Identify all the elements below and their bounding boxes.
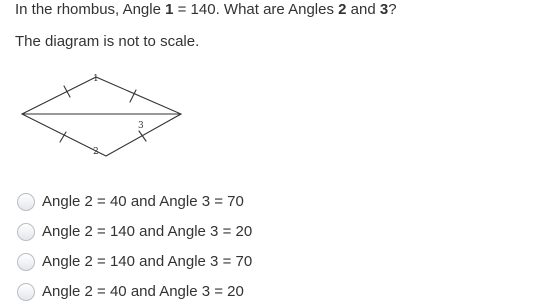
question-angle-2: 2 bbox=[338, 1, 347, 18]
answer-choice[interactable] bbox=[17, 247, 252, 277]
tick-mark-top-left bbox=[64, 86, 70, 97]
radio-button[interactable] bbox=[17, 283, 35, 301]
diagram-note: The diagram is not to scale. bbox=[15, 33, 200, 50]
answer-choice[interactable] bbox=[17, 277, 252, 307]
answer-choice-label[interactable]: Angle 2 = 140 and Angle 3 = 70 bbox=[42, 253, 253, 270]
radio-button[interactable] bbox=[17, 223, 35, 241]
question-and: and bbox=[346, 1, 380, 18]
answer-choice[interactable] bbox=[17, 217, 252, 247]
answer-choice-label[interactable]: Angle 2 = 140 and Angle 3 = 20 bbox=[42, 223, 253, 240]
question-angle-3: 3 bbox=[379, 1, 389, 18]
answer-choice-label[interactable]: Angle 2 = 40 and Angle 3 = 70 bbox=[42, 193, 244, 210]
radio-button[interactable] bbox=[17, 193, 35, 211]
question-angle-1: 1 bbox=[165, 1, 174, 18]
answer-choice-label[interactable]: Angle 2 = 40 and Angle 3 = 20 bbox=[42, 283, 244, 300]
angle-label-1: 1 bbox=[93, 74, 99, 84]
answer-choices bbox=[17, 187, 252, 307]
question-prefix: In the rhombus, Angle bbox=[15, 1, 166, 18]
angle-label-3: 3 bbox=[138, 121, 144, 131]
tick-mark-bottom-right bbox=[139, 131, 146, 141]
rhombus-outline bbox=[22, 77, 181, 156]
question-mid: = 140. What are Angles bbox=[173, 1, 339, 18]
radio-button[interactable] bbox=[17, 253, 35, 271]
angle-label-2: 2 bbox=[93, 147, 99, 157]
question-suffix: ? bbox=[388, 1, 397, 18]
answer-choice[interactable] bbox=[17, 187, 252, 217]
